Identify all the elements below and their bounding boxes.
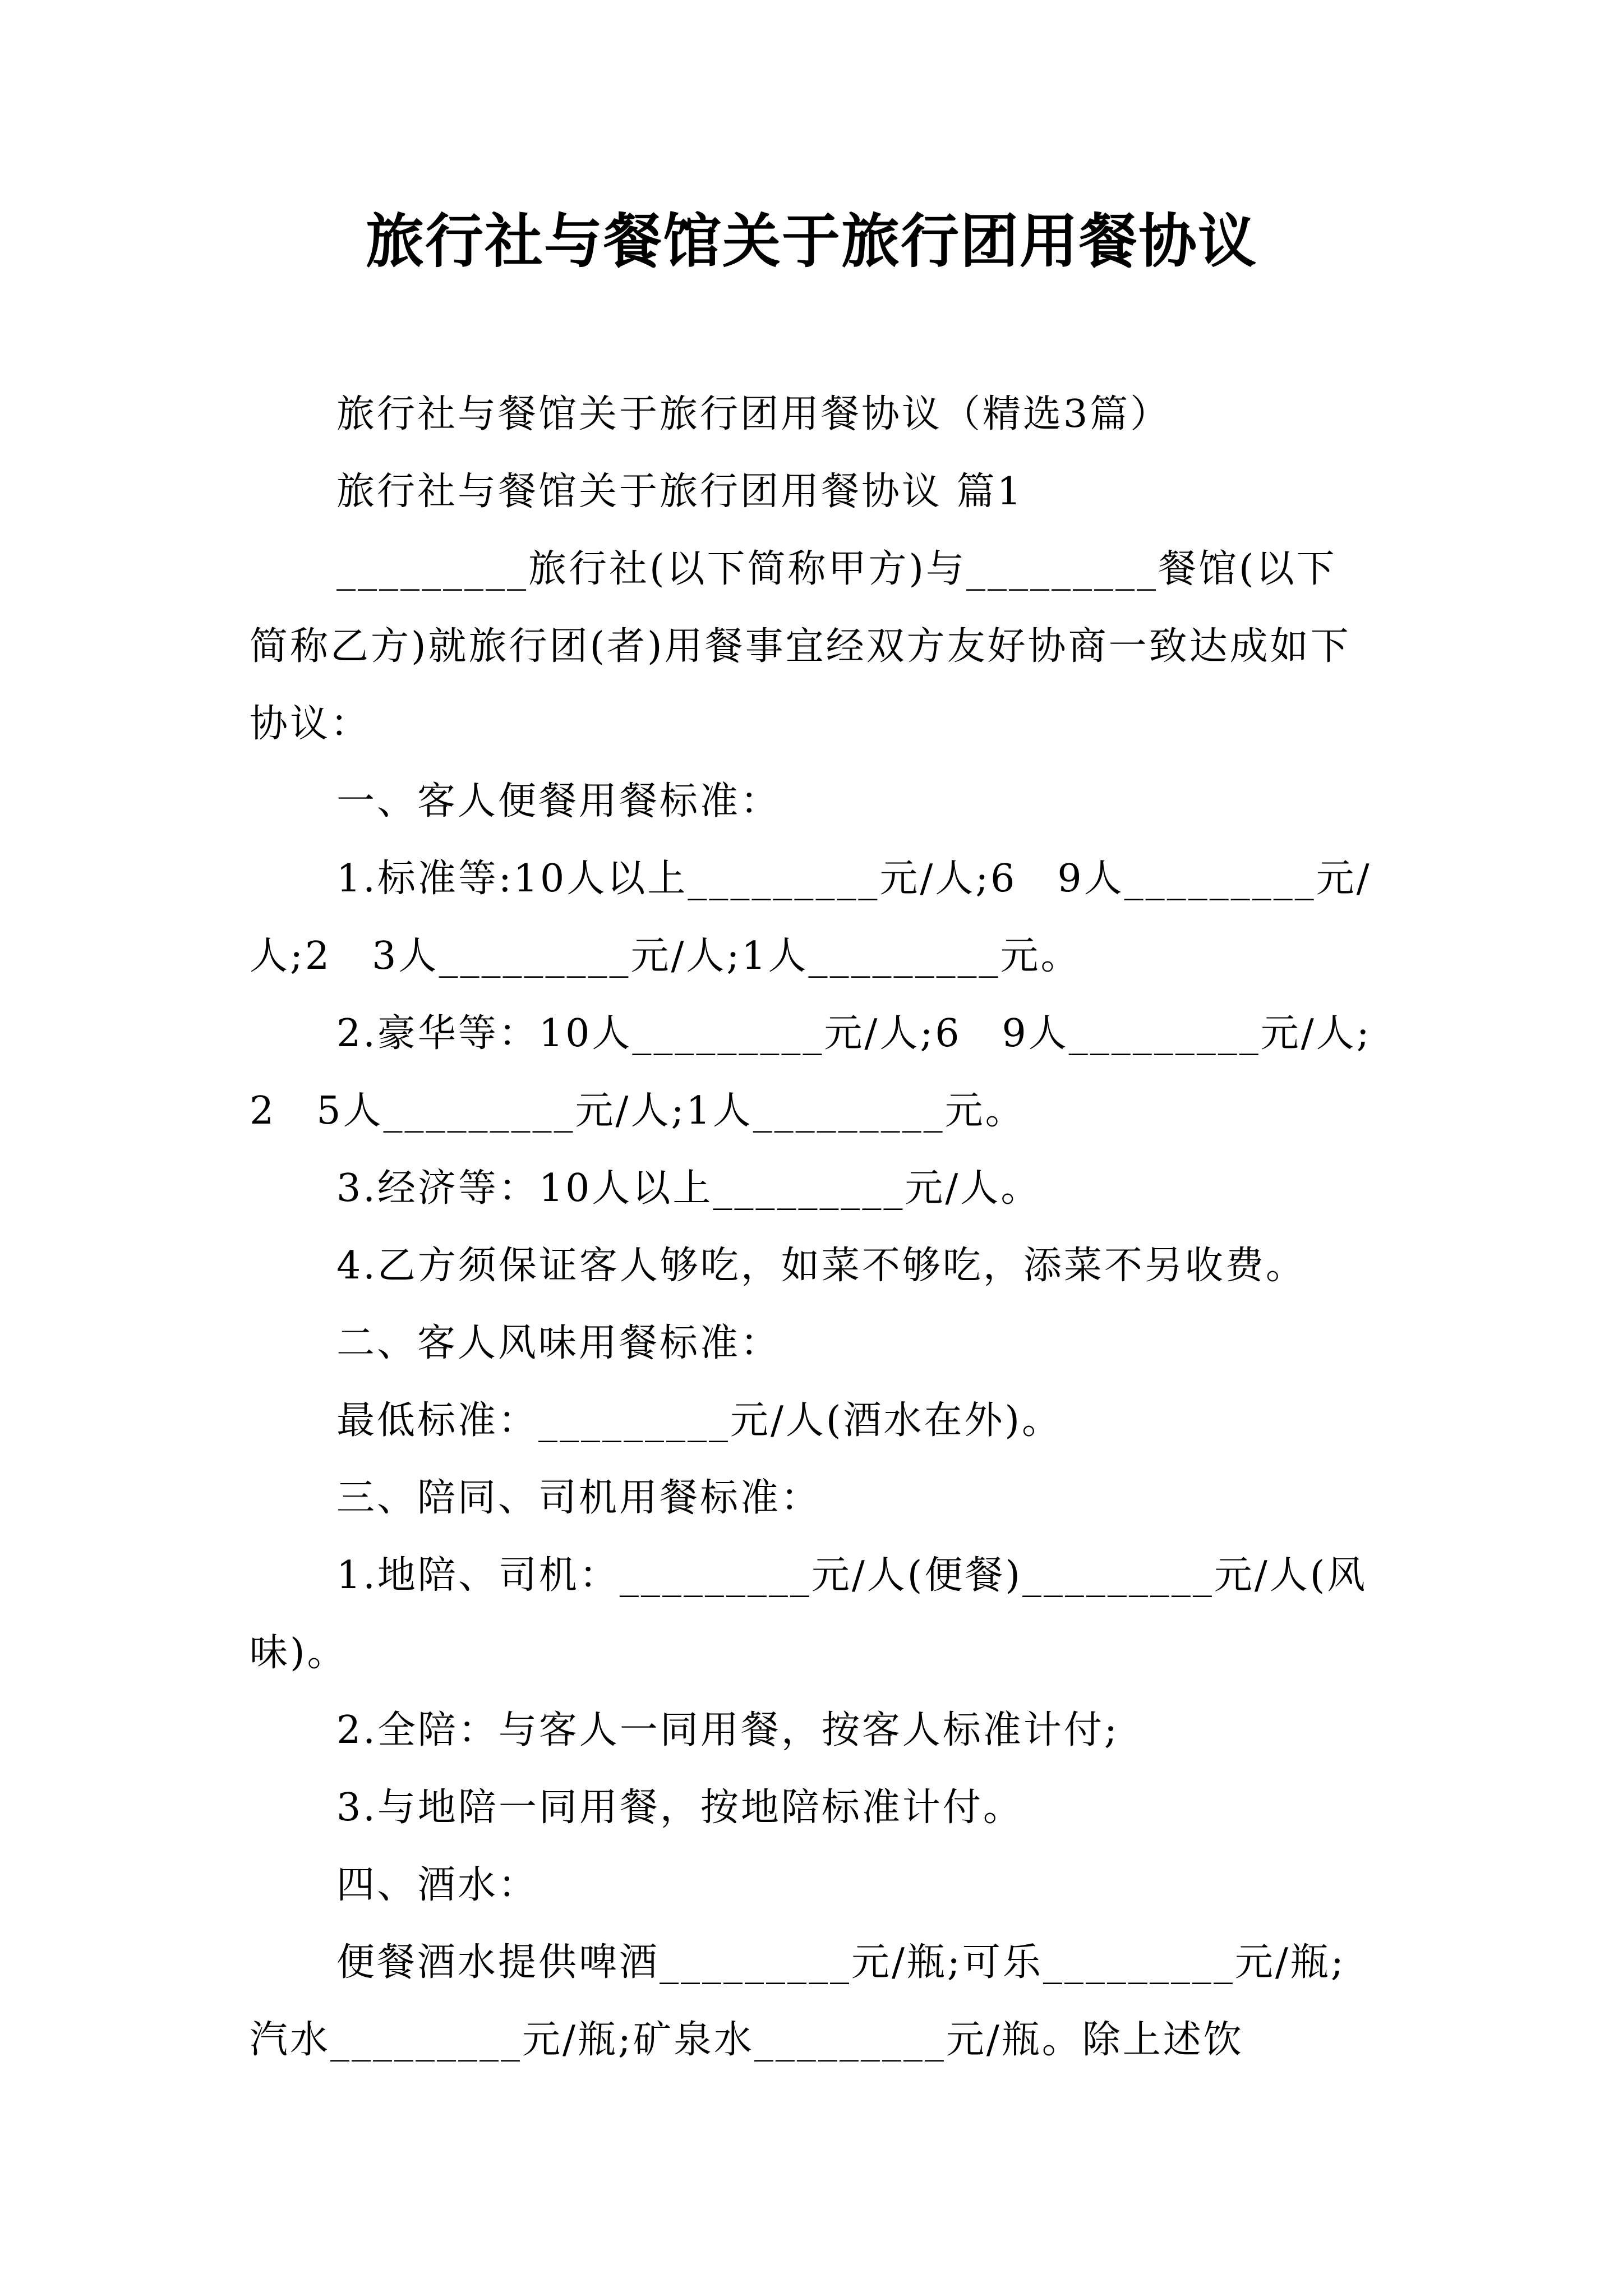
clause-2-1: 最低标准：_________元/人(酒水在外)。 — [336, 1398, 1062, 1443]
clause-3-3: 3.与地陪一同用餐，按地陪标准计付。 — [336, 1786, 1023, 1830]
clause-1-4: 4.乙方须保证客人够吃，如菜不够吃，添菜不另收费。 — [336, 1244, 1306, 1288]
clause-1-2: 2.豪华等：10人_________元/人;6 9人_________元/人;2 5人_________元/人;1人_________元。 — [250, 1011, 1372, 1133]
document-title: 旅行社与餐馆关于旅行团用餐协议 — [365, 207, 1257, 275]
section-heading-2: 二、客人风味用餐标准： — [336, 1321, 781, 1365]
clause-1-3: 3.经济等：10人以上_________元/人。 — [336, 1166, 1041, 1211]
paragraph-subtitle: 旅行社与餐馆关于旅行团用餐协议（精选3篇） — [336, 392, 1171, 436]
paragraph-intro: _________旅行社(以下简称甲方)与_________餐馆(以下简称乙方)就旅行团(者)用餐事宜经双方友好协商一致达成如下协议： — [250, 547, 1351, 746]
clause-1-1: 1.标准等:10人以上_________元/人;6 9人_________元/人;2 3人_________元/人;1人_________元。 — [250, 857, 1372, 978]
document-body — [250, 376, 1377, 2079]
section-heading-3: 三、陪同、司机用餐标准： — [336, 1476, 822, 1520]
section-heading-4: 四、酒水： — [336, 1863, 539, 1907]
paragraph-part-heading: 旅行社与餐馆关于旅行团用餐协议 篇1 — [336, 470, 1023, 514]
clause-4-1: 便餐酒水提供啤酒_________元/瓶;可乐_________元/瓶;汽水_________元/瓶;矿泉水_________元/瓶。除上述饮 — [250, 1940, 1346, 2062]
clause-3-2: 2.全陪：与客人一同用餐，按客人标准计付; — [336, 1708, 1119, 1752]
clause-3-1: 1.地陪、司机：_________元/人(便餐)_________元/人(风味)。 — [250, 1553, 1368, 1675]
section-heading-1: 一、客人便餐用餐标准： — [336, 779, 781, 823]
